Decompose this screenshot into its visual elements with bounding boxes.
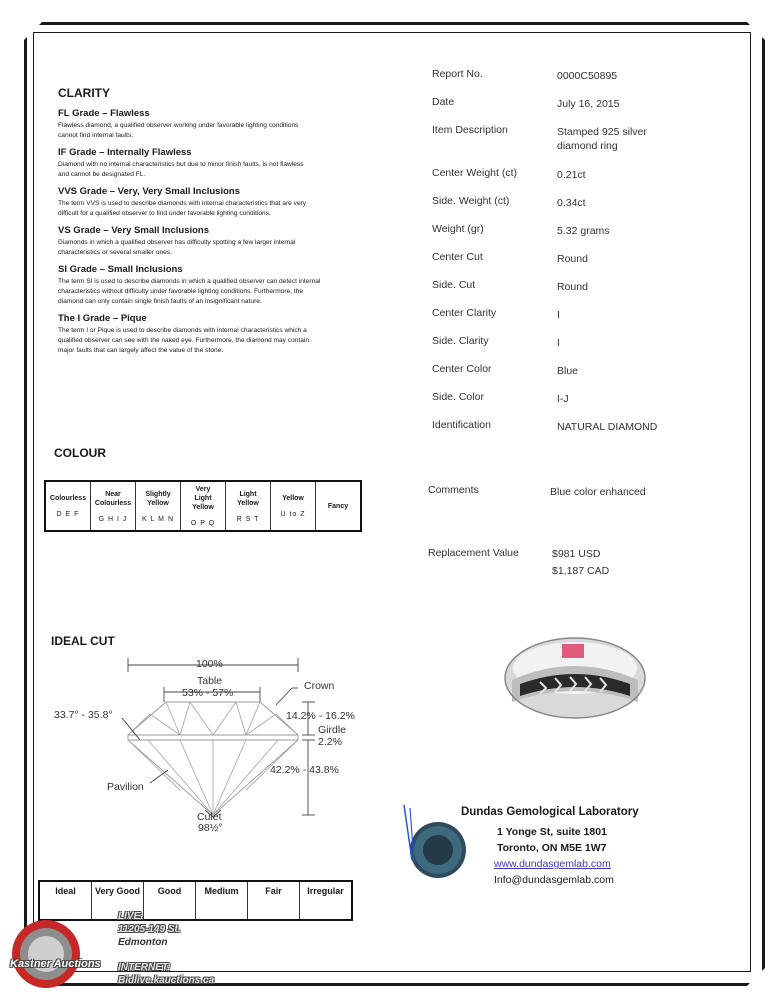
lab-email: Info@dundasgemlab.com xyxy=(494,874,614,886)
live-address: 11205-149 St. xyxy=(118,924,181,935)
culet-label: Culet xyxy=(197,811,222,823)
clarity-description-line: difficult for a qualified observer to find under favorable lighting conditions. xyxy=(58,210,271,217)
clarity-title: CLARITY xyxy=(58,86,110,100)
colour-grade-name: Yellow xyxy=(147,499,169,507)
report-table xyxy=(428,68,728,448)
report-row-label: Side. Weight (ct) xyxy=(432,195,510,207)
colour-grade-cell xyxy=(181,481,226,531)
report-row-label: Weight (gr) xyxy=(432,223,484,235)
ideal-cut-title: IDEAL CUT xyxy=(51,634,115,648)
report-row-value: Stamped 925 silver xyxy=(557,126,647,138)
clarity-grade-heading: SI Grade – Small Inclusions xyxy=(58,264,183,275)
lab-address1: 1 Yonge St, suite 1801 xyxy=(497,826,607,838)
clarity-grade-description xyxy=(58,199,358,219)
report-row-value-line2: diamond ring xyxy=(557,140,618,152)
colour-grade-cell xyxy=(316,481,362,531)
colour-grade-cell xyxy=(91,481,136,531)
colour-grade-name: Yellow xyxy=(237,499,259,507)
report-row-label: Date xyxy=(432,96,455,108)
colour-grade-letters: D E F xyxy=(56,511,80,518)
crown-label: Crown xyxy=(304,680,335,692)
ring-photo xyxy=(500,630,650,725)
internet-url: Bidlive.kauctions.ca xyxy=(118,975,215,986)
clarity-grade-heading: FL Grade – Flawless xyxy=(58,108,150,119)
clarity-description-line: Flawless diamond, a qualified observer working under favorable lighting conditions xyxy=(58,122,299,129)
colour-grade-name: Light xyxy=(194,495,212,502)
colour-grade-name: Colourless xyxy=(94,499,132,507)
lab-name: Dundas Gemological Laboratory xyxy=(461,806,639,818)
pavilion-depth: 42.2% - 43.8% xyxy=(270,764,339,776)
live-city: Edmonton xyxy=(118,937,168,948)
cut-grade-cell: Fair xyxy=(248,881,300,920)
colour-grade-cell xyxy=(136,481,181,531)
colour-grade-name: Light xyxy=(239,490,257,498)
report-row-label: Center Weight (ct) xyxy=(432,167,517,179)
colour-grade-table xyxy=(44,480,362,532)
clarity-grade-heading: IF Grade – Internally Flawless xyxy=(58,147,192,158)
report-row-label: Center Clarity xyxy=(432,307,497,319)
colour-grade-letters: O P Q xyxy=(190,520,216,527)
report-row-label: Side. Clarity xyxy=(432,335,489,347)
report-row-label: Center Cut xyxy=(432,251,483,263)
colour-grade-name: Yellow xyxy=(192,504,214,511)
colour-grade-letters: R S T xyxy=(236,515,260,523)
total-depth-label: 100% xyxy=(196,658,223,670)
table-label: Table xyxy=(197,675,223,687)
colour-grade-letters: U to Z xyxy=(280,511,306,518)
colour-grade-name: Near xyxy=(105,490,121,498)
colour-grade-row xyxy=(45,481,361,531)
table-range: 53% - 57% xyxy=(182,687,234,699)
report-row-label: Identification xyxy=(432,419,491,431)
girdle-value: 2.2% xyxy=(318,736,342,748)
report-row-value: Round xyxy=(557,281,588,293)
colour-grade-letters: K L M N xyxy=(141,515,175,523)
internet-label: INTERNET: xyxy=(118,962,171,973)
clarity-description-line: characteristics without difficulty under favorable lighting conditions. Furthermore, the xyxy=(58,288,304,295)
clarity-description-line: The term I or Pique is used to describe diamonds with internal characteristics which a xyxy=(58,327,307,334)
replacement-cad: $1,187 CAD xyxy=(552,565,610,577)
report-row-value: 0000C50895 xyxy=(557,70,618,82)
clarity-description-line: The term SI is used to describe diamonds in which a qualified observer can detect internal xyxy=(58,278,321,285)
report-row-label: Item Description xyxy=(432,124,508,136)
crown-height: 14.2% - 16.2% xyxy=(286,710,355,722)
report-row-value: 0.34ct xyxy=(557,197,586,209)
clarity-description-line: The term VVS is used to describe diamonds with internal characteristics that are very xyxy=(58,200,307,207)
colour-grade-name: Colourless xyxy=(49,495,87,502)
report-row-label: Side. Color xyxy=(432,391,484,403)
clarity-grade-heading: VVS Grade – Very, Very Small Inclusions xyxy=(58,186,240,197)
report-row-value: Blue xyxy=(557,365,579,377)
clarity-grade-description xyxy=(58,238,358,258)
clarity-description-line: characteristics or several smaller ones. xyxy=(58,249,172,256)
colour-title: COLOUR xyxy=(54,446,106,460)
pavilion-label: Pavilion xyxy=(107,781,144,793)
clarity-grade-heading: The I Grade – Pique xyxy=(58,313,147,324)
report-row-value: July 16, 2015 xyxy=(557,98,620,110)
comments-value: Blue color enhanced xyxy=(550,486,646,498)
colour-grade-name: Yellow xyxy=(282,495,304,502)
live-label: LIVE: xyxy=(118,911,144,922)
clarity-description-line: diamond can only contain single finish faults of an insignificant nature. xyxy=(58,298,262,305)
report-row-value: I xyxy=(557,337,560,349)
lab-address2: Toronto, ON M5E 1W7 xyxy=(497,842,607,854)
clarity-section xyxy=(58,86,358,356)
clarity-grade-description xyxy=(58,277,358,307)
colour-grade-letters: G H I J xyxy=(98,515,128,523)
clarity-description-line: major faults that can largely affect the value of the stone. xyxy=(58,347,224,354)
cut-grade-cell: Irregular xyxy=(300,881,353,920)
holographic-seal xyxy=(392,800,472,880)
replacement-usd: $981 USD xyxy=(552,548,601,560)
report-row-label: Center Color xyxy=(432,363,492,375)
colour-grade-cell xyxy=(271,481,316,531)
report-row-value: I-J xyxy=(557,393,569,405)
clarity-description-line: and cannot be designated FL. xyxy=(58,171,146,178)
report-row-value: NATURAL DIAMOND xyxy=(557,421,658,433)
cut-grade-cell: Medium xyxy=(196,881,248,920)
clarity-grade-heading: VS Grade – Very Small Inclusions xyxy=(58,225,210,236)
clarity-grade-description xyxy=(58,160,358,180)
comments-label: Comments xyxy=(428,484,479,496)
cut-grade-cell: Good xyxy=(144,881,196,920)
lab-website-link[interactable]: www.dundasgemlab.com xyxy=(494,858,611,870)
colour-grade-name: Fancy xyxy=(327,502,349,510)
auction-logo xyxy=(6,912,116,998)
report-row-value: Round xyxy=(557,253,588,265)
cut-grade-cell: Very Good xyxy=(92,881,144,920)
culet-value: 98½° xyxy=(198,822,223,834)
clarity-grade-description xyxy=(58,121,358,141)
crown-angle: 33.7° - 35.8° xyxy=(54,709,113,721)
colour-grade-cell xyxy=(45,481,91,531)
clarity-description-line: qualified observer can see with the naked eye. Furthermore, the diamond may contain xyxy=(58,337,310,344)
clarity-grade-description xyxy=(58,326,358,356)
clarity-description-line: cannot find internal faults. xyxy=(58,132,134,139)
colour-grade-cell xyxy=(226,481,271,531)
report-row-label: Side. Cut xyxy=(432,279,476,291)
clarity-description-line: Diamonds in which a qualified observer has difficulty spotting a few larger internal xyxy=(58,239,296,246)
report-row-label: Report No. xyxy=(432,68,483,80)
report-row-value: I xyxy=(557,309,560,321)
cut-grade-cell: Ideal xyxy=(39,881,92,920)
clarity-grade-list xyxy=(58,108,358,356)
report-row-value: 5.32 grams xyxy=(557,225,610,237)
replacement-label: Replacement Value xyxy=(428,547,519,559)
girdle-label: Girdle xyxy=(318,724,347,736)
clarity-description-line: Diamond with no internal characteristics but due to minor finish faults, is not flawless xyxy=(58,161,304,168)
report-row-value: 0.21ct xyxy=(557,169,586,181)
colour-grade-name: Slightly xyxy=(145,490,171,498)
colour-grade-name: Very xyxy=(195,486,211,493)
auction-brand: Kastner Auctions xyxy=(10,958,101,970)
